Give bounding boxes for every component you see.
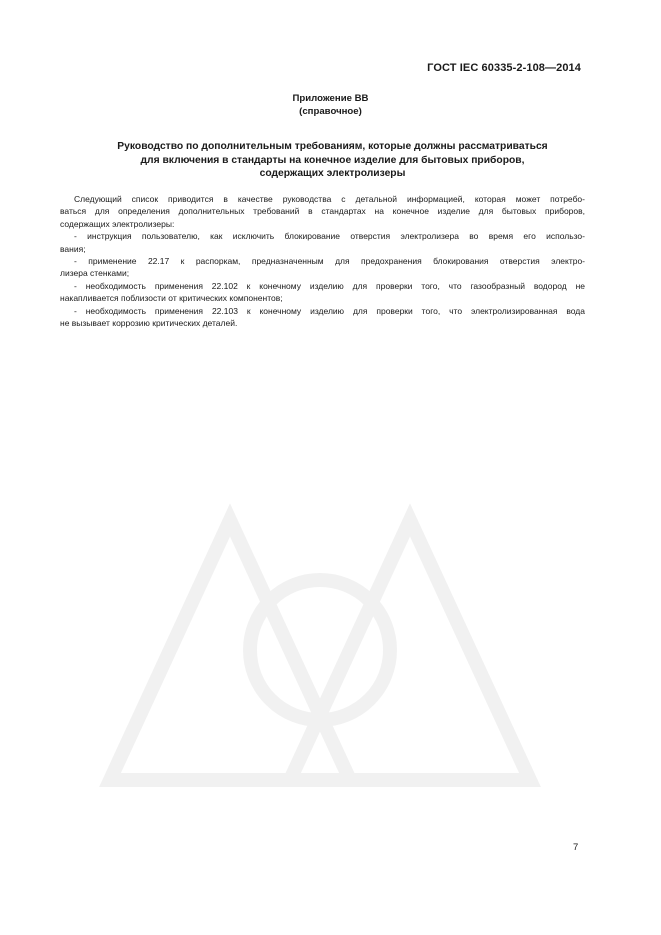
list-item [60, 305, 585, 330]
list-item [60, 255, 585, 280]
title-line: Руководство по дополнительным требованиям, которые должны рассматриваться [117, 141, 548, 152]
text-line: - инструкция пользователю, как исключить блокирование отверстия электролизера во время его использо- [74, 231, 585, 242]
intro-paragraph [60, 193, 585, 230]
title-line: для включения в стандарты на конечное изделие для бытовых приборов, [140, 154, 525, 166]
text-line: лизера стенками; [60, 268, 130, 279]
page-number: 7 [573, 842, 579, 853]
text-line: - необходимость применения 22.102 к конечному изделию для проверки того, что газообразный водород не [74, 280, 585, 291]
body-text [60, 193, 585, 329]
appendix-heading [0, 92, 661, 118]
text-line: вания; [60, 243, 86, 254]
text-line: - необходимость применения 22.103 к конечному изделию для проверки того, что электролизированная вода [74, 305, 585, 316]
appendix-kind: (справочное) [299, 106, 362, 117]
text-line: - применение 22.17 к распоркам, предназначенным для предохранения блокирования отверстия электро- [74, 256, 585, 267]
list-item [60, 230, 585, 255]
text-line: Следующий список приводится в качестве руководства с детальной информацией, которая может потребо- [74, 194, 585, 204]
title-line: содержащих электролизеры [259, 168, 406, 179]
section-title [60, 140, 605, 181]
text-line: ваться для определения дополнительных требований в стандартах на конечное изделие для бытовых приборов, [60, 206, 585, 217]
text-line: не вызывает коррозию критических деталей. [60, 318, 238, 329]
document-code: ГОСТ IEC 60335-2-108—2014 [427, 62, 581, 74]
list-item [60, 280, 585, 305]
text-line: накапливается поблизости от критических компонентов; [60, 293, 283, 304]
text-line: содержащих электролизеры: [60, 218, 175, 229]
appendix-label: Приложение ВВ [292, 93, 369, 104]
watermark-graphic [90, 480, 550, 810]
